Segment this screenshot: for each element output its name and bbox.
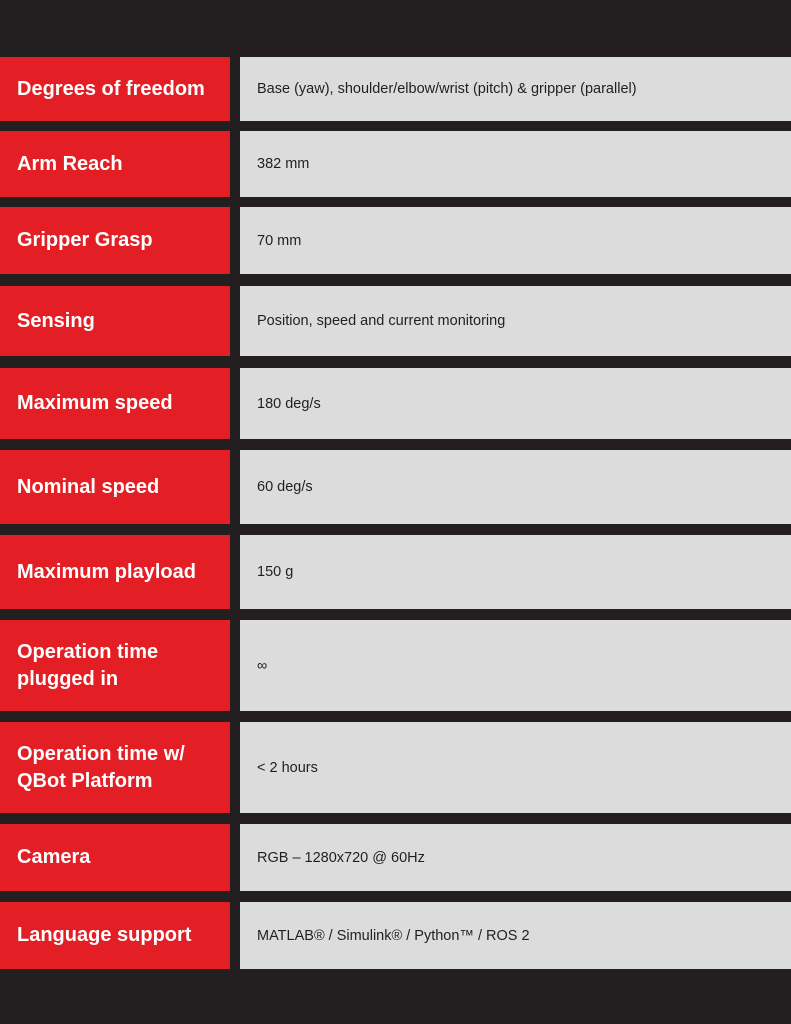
spec-label: Maximum playload (0, 535, 230, 609)
spec-label: Nominal speed (0, 450, 230, 524)
spec-label: Operation time w/ QBot Platform (0, 722, 230, 813)
spec-value: 70 mm (240, 207, 791, 274)
spec-value: 150 g (240, 535, 791, 609)
spec-value: Base (yaw), shoulder/elbow/wrist (pitch) & gripper (parallel) (240, 57, 791, 121)
spec-row-operation-time-plugged-in (0, 620, 791, 711)
spec-row-operation-time-qbot (0, 722, 791, 813)
spec-row-sensing (0, 286, 791, 356)
spec-label: Maximum speed (0, 368, 230, 439)
spec-value: 180 deg/s (240, 368, 791, 439)
spec-row-arm-reach (0, 131, 791, 197)
spec-row-maximum-speed (0, 368, 791, 439)
spec-value: Position, speed and current monitoring (240, 286, 791, 356)
spec-label: Camera (0, 824, 230, 891)
spec-value: RGB – 1280x720 @ 60Hz (240, 824, 791, 891)
spec-row-degrees-of-freedom (0, 57, 791, 121)
spec-label: Language support (0, 902, 230, 969)
spec-label: Degrees of freedom (0, 57, 230, 121)
spec-row-language-support (0, 902, 791, 969)
spec-label: Sensing (0, 286, 230, 356)
spec-value: 60 deg/s (240, 450, 791, 524)
spec-row-maximum-payload (0, 535, 791, 609)
spec-value: < 2 hours (240, 722, 791, 813)
spec-value: MATLAB® / Simulink® / Python™ / ROS 2 (240, 902, 791, 969)
spec-row-gripper-grasp (0, 207, 791, 274)
spec-label: Gripper Grasp (0, 207, 230, 274)
spec-label: Arm Reach (0, 131, 230, 197)
spec-row-nominal-speed (0, 450, 791, 524)
spec-row-camera (0, 824, 791, 891)
spec-label: Operation time plugged in (0, 620, 230, 711)
spec-value: ∞ (240, 620, 791, 711)
spec-value: 382 mm (240, 131, 791, 197)
